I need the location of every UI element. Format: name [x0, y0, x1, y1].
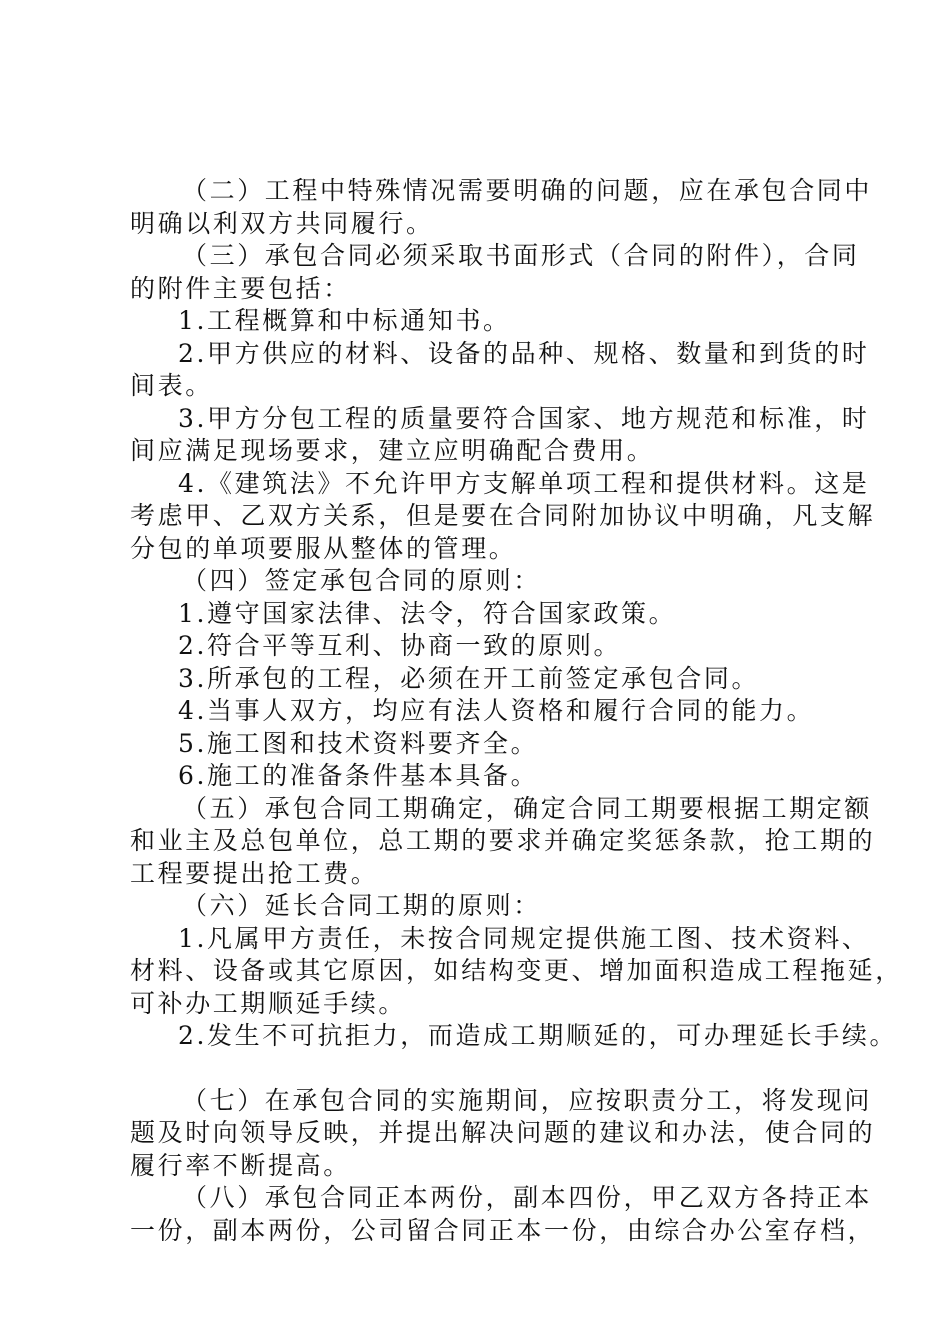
text-line: （四）签定承包合同的原则：: [182, 566, 541, 595]
text-line: 3.所承包的工程，必须在开工前签定承包合同。: [178, 663, 760, 693]
text-line: 4.《建筑法》不允许甲方支解单项工程和提供材料。这是: [178, 468, 870, 498]
text-line: 1.凡属甲方责任，未按合同规定提供施工图、技术资料、: [178, 923, 870, 953]
paragraph-gap: [130, 1053, 850, 1085]
text-line: 1.工程概算和中标通知书。: [178, 306, 511, 335]
text-line: 履行率不断提高。: [130, 1150, 351, 1180]
text-line: 2.发生不可抗拒力，而造成工期顺延的，可办理延长手续。: [178, 1021, 898, 1050]
text-line: 1.遵守国家法律、法令，符合国家政策。: [178, 598, 677, 628]
text-line: 题及时向领导反映，并提出解决问题的建议和办法，使合同的: [130, 1118, 876, 1147]
text-line: （五）承包合同工期确定，确定合同工期要根据工期定额: [182, 793, 873, 823]
document-body: [130, 175, 903, 1247]
text-line: 明确以利双方共同履行。: [130, 208, 434, 238]
text-line: （三）承包合同必须采取书面形式（合同的附件），合同: [182, 241, 860, 270]
text-line: 2.甲方供应的材料、设备的品种、规格、数量和到货的时: [178, 338, 870, 368]
text-line: 的附件主要包括：: [130, 273, 351, 303]
text-line: （八）承包合同正本两份，副本四份，甲乙双方各持正本: [182, 1183, 873, 1212]
text-line: 材料、设备或其它原因，如结构变更、增加面积造成工程拖延，: [130, 956, 903, 985]
text-line: 分包的单项要服从整体的管理。: [130, 533, 517, 563]
text-line: 3.甲方分包工程的质量要符合国家、地方规范和标准，时: [178, 403, 870, 433]
text-line: 一份，副本两份，公司留合同正本一份，由综合办公室存档，: [130, 1215, 876, 1245]
text-line: 工程要提出抢工费。: [130, 858, 379, 888]
text-line: 和业主及总包单位，总工期的要求并确定奖惩条款，抢工期的: [130, 826, 876, 855]
text-line: 可补办工期顺延手续。: [130, 988, 407, 1018]
text-line: （七）在承包合同的实施期间，应按职责分工，将发现问: [182, 1085, 873, 1115]
text-line: 6.施工的准备条件基本具备。: [178, 761, 539, 790]
text-line: 4.当事人双方，均应有法人资格和履行合同的能力。: [178, 696, 815, 725]
text-line: （六）延长合同工期的原则：: [182, 891, 541, 920]
text-line: 间表。: [130, 371, 213, 400]
text-line: （二）工程中特殊情况需要明确的问题，应在承包合同中: [182, 176, 873, 205]
text-line: 2.符合平等互利、协商一致的原则。: [178, 631, 622, 660]
text-line: 间应满足现场要求，建立应明确配合费用。: [130, 436, 655, 465]
text-line: 考虑甲、乙双方关系，但是要在合同附加协议中明确，凡支解: [130, 501, 876, 530]
text-line: 5.施工图和技术资料要齐全。: [178, 728, 539, 758]
